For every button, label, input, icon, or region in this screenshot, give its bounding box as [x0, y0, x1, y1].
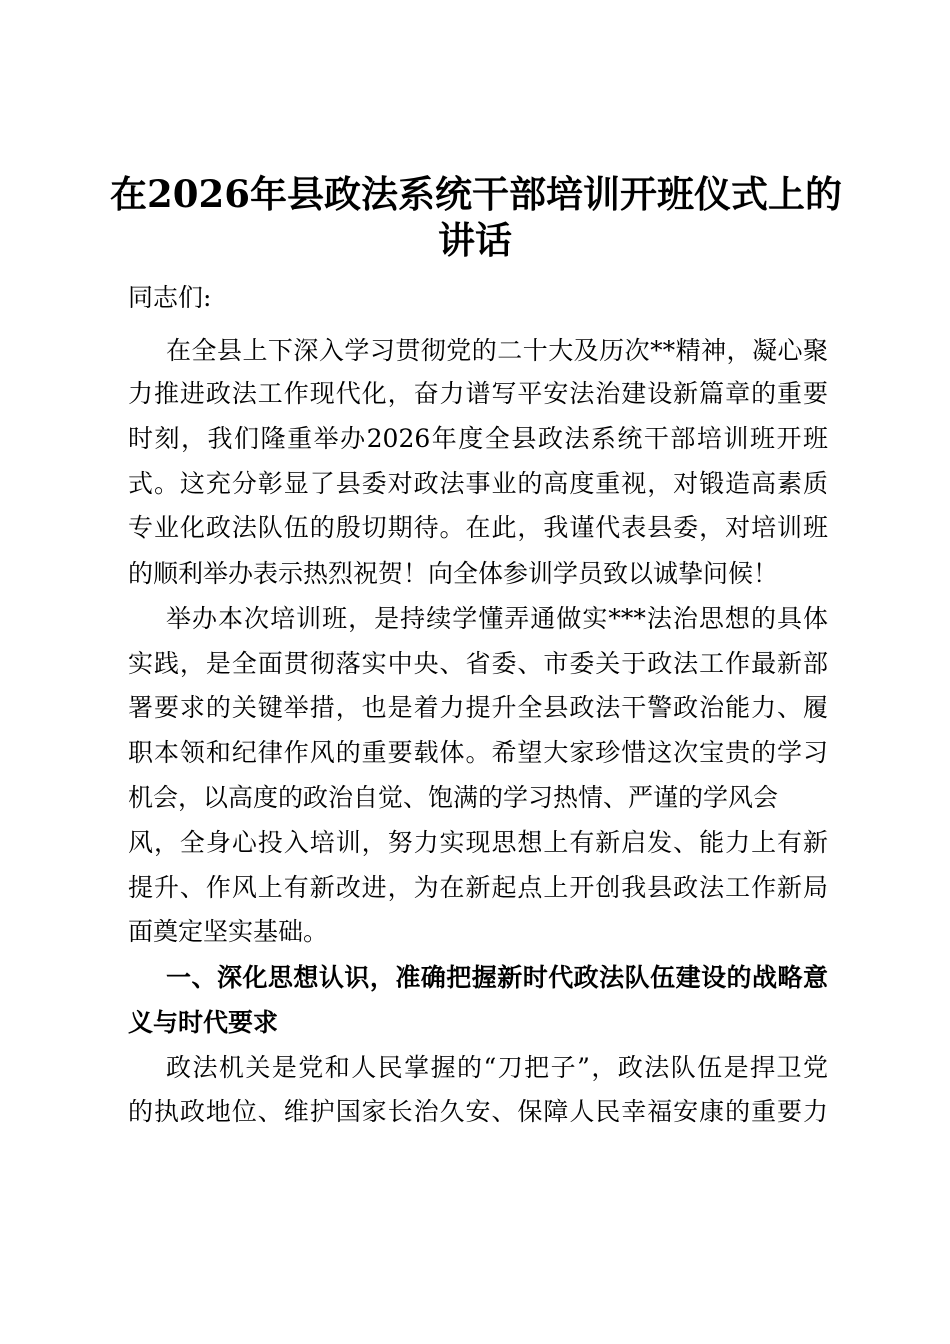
paragraph-1-line: 的顺利举办表示热烈祝贺！向全体参训学员致以诚挚问候！: [128, 559, 779, 588]
document-title-line-1: 在2026年县政法系统干部培训开班仪式上的: [110, 172, 842, 216]
paragraph-1-line: 式。这充分彰显了县委对政法事业的高度重视，对锻造高素质: [128, 469, 828, 498]
paragraph-1-line: 力推进政法工作现代化，奋力谱写平安法治建设新篇章的重要: [128, 379, 828, 408]
paragraph-2-line: 风，全身心投入培训，努力实现思想上有新启发、能力上有新: [128, 828, 828, 857]
paragraph-2-line: 机会，以高度的政治自觉、饱满的学习热情、严谨的学风会: [128, 783, 779, 812]
paragraph-3-line: 的执政地位、维护国家长治久安、保障人民幸福安康的重要力: [128, 1097, 828, 1126]
paragraph-2-line: 实践，是全面贯彻落实中央、省委、市委关于政法工作最新部: [128, 649, 828, 678]
paragraph-2-line: 职本领和纪律作风的重要载体。希望大家珍惜这次宝贵的学习: [128, 738, 828, 767]
paragraph-2-line: 提升、作风上有新改进，为在新起点上开创我县政法工作新局: [128, 873, 828, 902]
salutation: 同志们:: [128, 283, 212, 312]
document-title-line-2: 讲话: [438, 218, 512, 262]
paragraph-1-line: 在全县上下深入学习贯彻党的二十大及历次**精神，凝心聚: [166, 336, 828, 365]
paragraph-2-line: 举办本次培训班，是持续学懂弄通做实***法治思想的具体: [166, 604, 828, 633]
paragraph-2-line: 署要求的关键举措，也是着力提升全县政法干警政治能力、履: [128, 693, 828, 722]
section-heading-1-line: 义与时代要求: [128, 1008, 279, 1037]
paragraph-3-line: 政法机关是党和人民掌握的“刀把子”，政法队伍是捍卫党: [166, 1053, 828, 1082]
paragraph-1-line: 专业化政法队伍的殷切期待。在此，我谨代表县委，对培训班: [128, 513, 828, 542]
paragraph-1-line: 时刻，我们隆重举办2026年度全县政法系统干部培训班开班: [128, 424, 828, 453]
section-heading-1-line: 一、深化思想认识，准确把握新时代政法队伍建设的战略意: [166, 963, 828, 992]
paragraph-2-line: 面奠定坚实基础。: [128, 917, 329, 946]
